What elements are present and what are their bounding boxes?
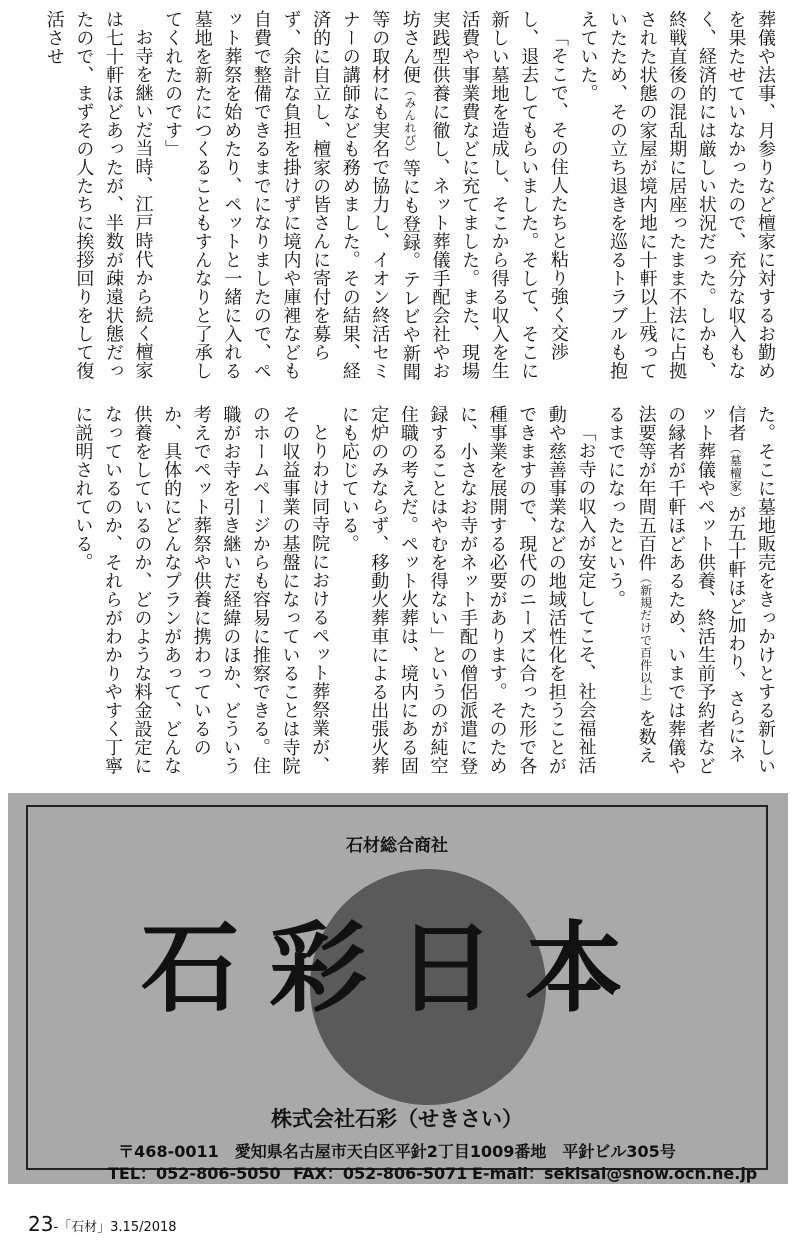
ad-brand-logo: 石彩日本 [140, 911, 653, 1026]
article-paragraph: とりわけ同寺院におけるペット葬祭業が、その収益事業の基盤になっていることは寺院のホームページからも容易に推察できる。住職がお寺を引き継いだ経緯のほか、どういう考えでペット葬祭や供養に携わっているのか、具体的にどんなプランがあって、どんな供養をしているのか、どのような料金設定になっているのか、それらがわかりやすく丁寧に説明されている。 [72, 405, 331, 775]
ad-address: 〒468-0011 愛知県名古屋市天白区平針2丁目1009番地 平針ビル305号 [118, 1142, 676, 1161]
article-paragraph: 「お寺の収入が安定してこそ、社会福祉活動や慈善事業などの地域活性化を担うことができますので、現代のニーズに合った形で各種事業を展開する必要があります。そのために、小さなお寺がネット手配の僧侶派遣に登録することはやむを得ない」というのが純空住職の考えだ。ペット火葬は、境内にある固定炉のみならず、移動火葬車による出張火葬にも応じている。 [338, 405, 597, 775]
publication-info: -「石材」3.15/2018 [53, 1220, 177, 1235]
article-bottom-block [20, 405, 780, 775]
article-top-text [20, 10, 780, 385]
article-note: （みんれび） [402, 84, 417, 159]
ad-frame [26, 805, 768, 1183]
article-paragraph [158, 10, 573, 385]
page-footer [28, 1212, 177, 1236]
ad-company-name: 株式会社石彩（せきさい） [271, 1107, 523, 1131]
article-text-run: た。そこに墓地販売をきっかけとする新しい信者 [725, 405, 776, 775]
article-top-block [20, 10, 780, 385]
page-number: 23 [28, 1212, 54, 1236]
article-paragraph [600, 405, 780, 775]
article-note: （墓檀家） [728, 442, 743, 505]
article-note: （新規だけで百件以上） [638, 571, 653, 709]
ad-email: E-mail：sekisai@snow.ocn.ne.jp [472, 1164, 758, 1183]
article-text-run: 「そこで、その住人たちと粘り強く交渉し、退去してもらいました。そして、そこに新しい墓地を造成し、そこから得る収入を生活費や事業費などに充てました。また、現場実践型供養に徹し、ネット葬儀手配会社やお坊さん便 [399, 10, 569, 380]
ad-phone: TEL：052-806-5050 [108, 1164, 281, 1183]
article-paragraph: お寺を継いだ当時、江戸時代から続く檀家は七十軒ほどあったが、半数が疎遠状態だったので、まずその人たちに挨拶回りをして復活させ [43, 10, 154, 380]
article-bottom-text [20, 405, 780, 775]
ad-fax: FAX：052-806-5071 [293, 1164, 468, 1183]
advertisement [8, 793, 788, 1184]
ad-tagline: 石材総合商社 [346, 836, 448, 856]
article-paragraph: 葬儀や法事、月参りなど檀家に対するお勤めを果たせていなかったので、充分な収入もなく、経済的には厳しい状況だった。しかも、終戦直後の混乱期に居座ったまま不法に占拠された状態の家屋が境内地に十軒以上残っていたため、その立ち退きを巡るトラブルも抱えていた。 [577, 10, 776, 380]
article-text-run: を数えるまでになったという。 [605, 405, 657, 765]
article-text-run: が五十軒ほど加わり、さらにネット葬儀やペット供養、終活生前予約者などの縁者が千軒ほどあるため、いまでは葬儀や法要等が年間五百件 [635, 405, 747, 775]
article-text-run: 等にも登録。テレビや新聞等の取材にも実名で協力し、イオン終活セミナーの講師なども務めました。その結果、経済的に自立し、檀家の皆さんに寄付を募らず、余計な負担を掛けずに境内や庫裡なども自費で整備できるまでになりましたので、ペット葬祭を始めたり、ペットと一緒に入れる墓地を新たにつくることもすんなりと了承してくれたのです」 [162, 10, 421, 381]
